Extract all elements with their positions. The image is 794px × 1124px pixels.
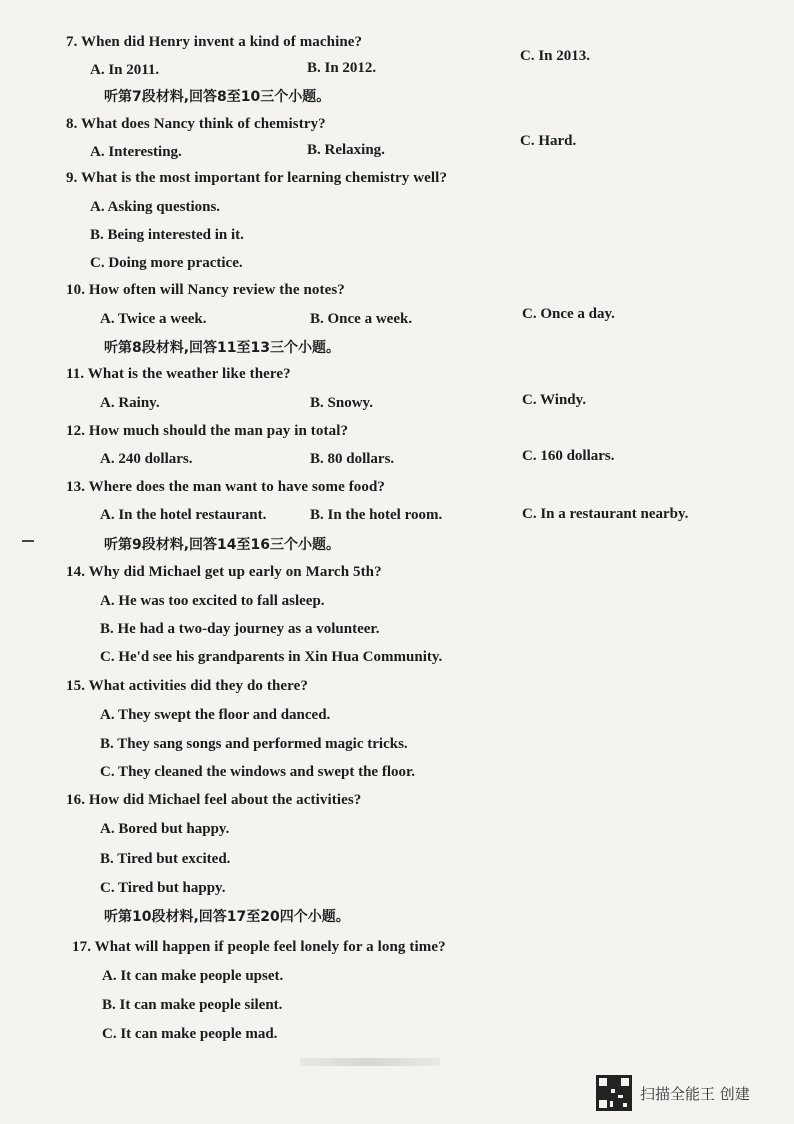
question-14-option-a: A. He was too excited to fall asleep. [100,593,325,609]
question-11-option-c: C. Windy. [522,392,587,408]
question-12: 12. How much should the man pay in total? [66,423,349,439]
question-14-option-b: B. He had a two-day journey as a volunteer. [100,621,380,637]
question-16-option-c: C. Tired but happy. [100,880,226,896]
section-heading-8: 听第8段材料,回答11至13三个小题。 [104,340,341,356]
scanner-watermark: 扫描全能王 创建 [640,1085,750,1103]
question-9-option-b: B. Being interested in it. [90,227,244,243]
question-16-option-a: A. Bored but happy. [100,821,230,837]
question-12-option-c: C. 160 dollars. [522,448,615,464]
scan-smudge [300,1058,440,1066]
question-8-option-c: C. Hard. [520,133,577,149]
question-17-option-c: C. It can make people mad. [102,1026,278,1042]
margin-mark [22,540,34,542]
question-17-option-b: B. It can make people silent. [102,997,283,1013]
question-11-option-b: B. Snowy. [310,395,373,411]
section-heading-9: 听第9段材料,回答14至16三个小题。 [104,537,341,553]
section-heading-10: 听第10段材料,回答17至20四个小题。 [104,909,350,925]
question-8-option-a: A. Interesting. [90,144,182,160]
question-7-option-a: A. In 2011. [90,62,160,78]
question-14-option-c: C. He'd see his grandparents in Xin Hua Community. [100,649,443,665]
question-11-option-a: A. Rainy. [100,395,160,411]
question-12-option-b: B. 80 dollars. [310,451,395,467]
question-13-option-b: B. In the hotel room. [310,507,443,523]
question-13-option-c: C. In a restaurant nearby. [522,506,689,522]
question-10: 10. How often will Nancy review the notes? [66,282,345,298]
question-9-option-a: A. Asking questions. [90,199,221,215]
question-7-option-c: C. In 2013. [520,48,591,64]
question-10-option-c: C. Once a day. [522,306,615,322]
question-16: 16. How did Michael feel about the activities? [66,792,362,808]
question-15-option-c: C. They cleaned the windows and swept the floor. [100,764,416,780]
question-13-option-a: A. In the hotel restaurant. [100,507,267,523]
question-17: 17. What will happen if people feel lonely for a long time? [72,939,446,955]
question-8: 8. What does Nancy think of chemistry? [66,116,326,132]
question-9: 9. What is the most important for learning chemistry well? [66,170,448,186]
question-7-option-b: B. In 2012. [307,60,377,76]
question-11: 11. What is the weather like there? [66,366,291,382]
question-17-option-a: A. It can make people upset. [102,968,284,984]
question-15-option-a: A. They swept the floor and danced. [100,707,331,723]
question-7: 7. When did Henry invent a kind of machine? [66,34,363,50]
question-13: 13. Where does the man want to have some food? [66,479,386,495]
question-10-option-a: A. Twice a week. [100,311,207,327]
question-15: 15. What activities did they do there? [66,678,308,694]
question-15-option-b: B. They sang songs and performed magic tricks. [100,736,408,752]
section-heading-7: 听第7段材料,回答8至10三个小题。 [104,89,331,105]
question-16-option-b: B. Tired but excited. [100,851,231,867]
question-14: 14. Why did Michael get up early on March 5th? [66,564,382,580]
question-12-option-a: A. 240 dollars. [100,451,193,467]
question-9-option-c: C. Doing more practice. [90,255,243,271]
qr-code-icon [596,1075,632,1111]
question-10-option-b: B. Once a week. [310,311,413,327]
question-8-option-b: B. Relaxing. [307,142,385,158]
